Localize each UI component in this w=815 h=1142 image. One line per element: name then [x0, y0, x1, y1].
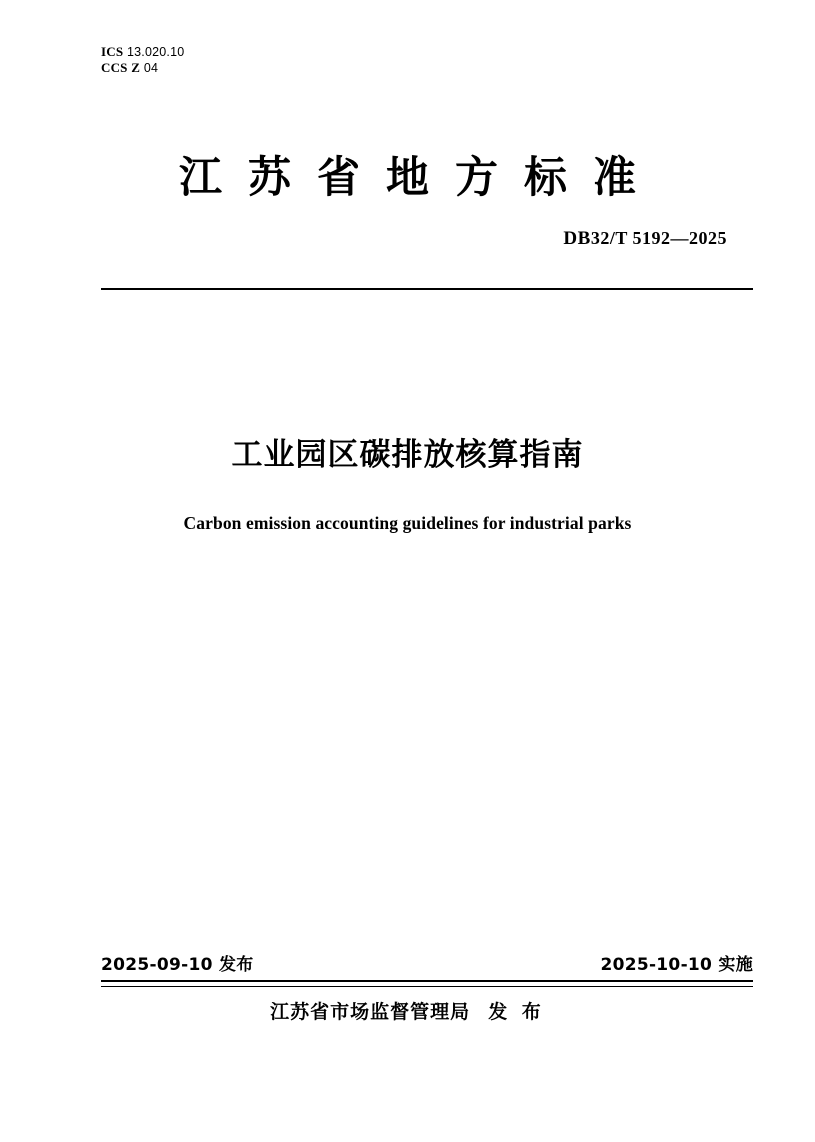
ccs-code-row	[101, 60, 184, 76]
classification-codes	[101, 44, 184, 76]
ccs-label: CCS	[101, 60, 128, 75]
dates-row	[101, 950, 753, 975]
issue-date: 2025-09-10 发布	[101, 955, 254, 975]
publisher-action: 发 布	[488, 1001, 545, 1023]
ccs-value: 04	[143, 61, 159, 75]
ics-label: ICS	[101, 44, 124, 59]
standard-number-value: 32/T 5192—2025	[590, 228, 727, 248]
standard-number	[563, 228, 727, 250]
ccs-letter: Z	[131, 60, 141, 75]
ics-value: 13.020.10	[126, 45, 185, 59]
standard-number-prefix: DB	[563, 228, 591, 249]
publisher-name: 江苏省市场监督管理局	[270, 1001, 471, 1023]
standard-series-title: 江苏省地方标准	[179, 153, 662, 203]
footer-divider-thick	[101, 980, 753, 982]
header-divider	[101, 288, 753, 290]
document-title-chinese: 工业园区碳排放核算指南	[231, 437, 584, 473]
publisher-line	[0, 997, 815, 1024]
document-title-english: Carbon emission accounting guidelines for industrial parks	[183, 513, 632, 533]
ics-code-row	[101, 44, 184, 60]
effective-date: 2025-10-10 实施	[600, 955, 753, 975]
footer-divider-thin	[101, 986, 753, 987]
